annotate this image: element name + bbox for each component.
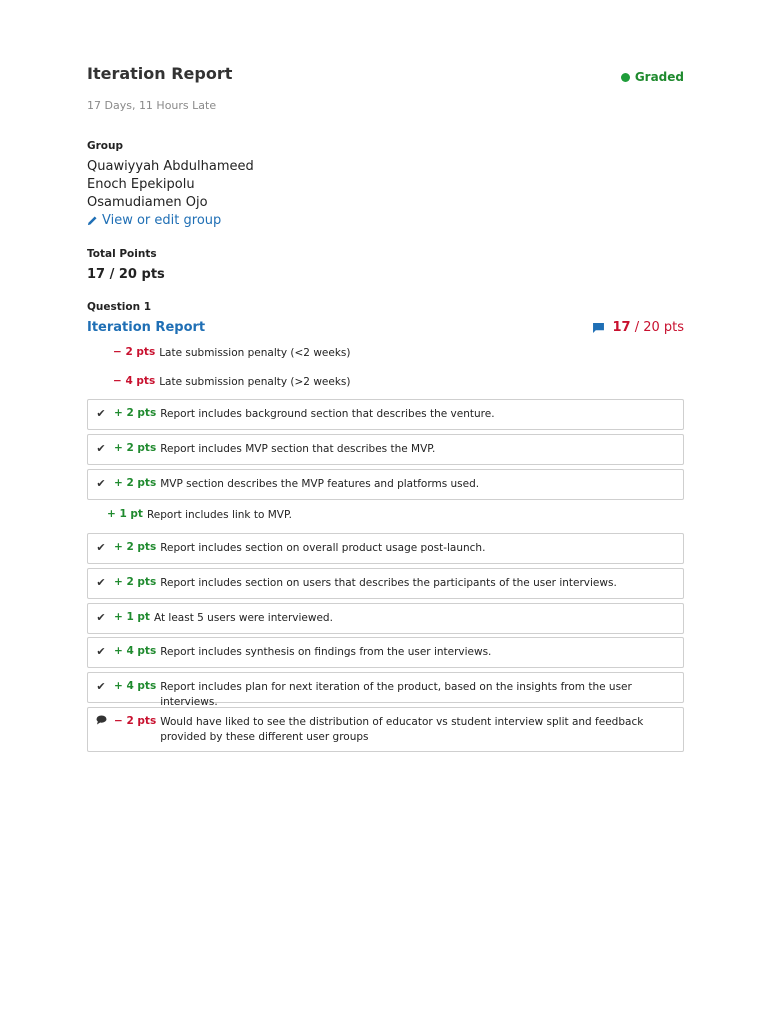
graded-status-label: Graded: [634, 70, 684, 84]
rubric-item-points: + 2 pts: [114, 477, 157, 489]
graded-status: [621, 70, 684, 84]
group-member: Osamudiamen Ojo: [87, 195, 208, 210]
late-indicator: 17 Days, 11 Hours Late: [87, 99, 217, 112]
rubric-item-text: Report includes plan for next iteration of the product, based on the insights from the user interviews.: [160, 681, 632, 708]
rubric-item[interactable]: [87, 568, 684, 599]
question-score: [593, 320, 684, 335]
group-member: Quawiyyah Abdulhameed: [87, 159, 254, 174]
view-edit-group-label: View or edit group: [102, 213, 222, 228]
comment-flag-icon[interactable]: [593, 323, 604, 333]
rubric-item[interactable]: [87, 399, 684, 430]
check-icon: ✔: [96, 680, 106, 693]
rubric-item[interactable]: [87, 434, 684, 465]
rubric-item[interactable]: [87, 375, 684, 391]
check-icon: ✔: [96, 407, 106, 420]
check-icon: ✔: [96, 541, 106, 554]
rubric-item-points: + 4 pts: [114, 680, 157, 692]
group-label: Group: [87, 140, 124, 152]
question-score-total: / 20 pts: [634, 320, 684, 335]
rubric-item-points: − 4 pts: [113, 375, 156, 387]
rubric-item[interactable]: [87, 508, 684, 524]
rubric-item-points: + 2 pts: [114, 576, 157, 588]
rubric-item-text: MVP section describes the MVP features and platforms used.: [160, 478, 480, 490]
rubric-item-text: Report includes synthesis on findings from the user interviews.: [160, 646, 492, 658]
rubric-item-text: Late submission penalty (>2 weeks): [159, 376, 351, 388]
check-icon: ✔: [96, 611, 106, 624]
rubric-item-text: Would have liked to see the distribution of educator vs student interview split and feedback provided by these different user groups: [160, 716, 644, 743]
rubric-item[interactable]: [87, 533, 684, 564]
rubric-item-points: + 4 pts: [114, 645, 157, 657]
rubric-item[interactable]: [87, 469, 684, 500]
comment-icon: [88, 715, 114, 725]
rubric-item-text: Late submission penalty (<2 weeks): [159, 347, 351, 359]
rubric-item-text: Report includes section on overall product usage post-launch.: [160, 542, 486, 554]
assignment-title: Iteration Report: [87, 64, 233, 83]
rubric-item-text: Report includes link to MVP.: [146, 509, 293, 521]
graded-dot-icon: [621, 73, 630, 82]
rubric-item[interactable]: [87, 707, 684, 752]
rubric-item-points: + 2 pts: [114, 442, 157, 454]
view-edit-group-link[interactable]: [87, 213, 221, 228]
comment-icon-shape: [96, 715, 107, 725]
check-icon: ✔: [96, 442, 106, 455]
question-title-link[interactable]: Iteration Report: [87, 320, 206, 335]
total-points-label: Total Points: [87, 248, 157, 260]
rubric-item-points: + 2 pts: [114, 541, 157, 553]
rubric-item-text: Report includes MVP section that describes the MVP.: [160, 443, 436, 455]
total-points-value: 17 / 20 pts: [87, 267, 165, 282]
rubric-item[interactable]: [87, 672, 684, 708]
group-member: Enoch Epekipolu: [87, 177, 195, 192]
rubric-item-points: + 1 pt: [114, 611, 150, 623]
rubric-item-text: Report includes background section that describes the venture.: [160, 408, 495, 420]
check-icon: ✔: [96, 477, 106, 490]
rubric-item-points: − 2 pts: [113, 346, 156, 358]
check-icon: ✔: [96, 576, 106, 589]
question-label: Question 1: [87, 301, 152, 313]
rubric-item-points: + 2 pts: [114, 407, 157, 419]
rubric-item[interactable]: [87, 603, 684, 634]
question-score-earned: 17: [612, 320, 631, 335]
rubric-item-text: Report includes section on users that describes the participants of the user interviews.: [160, 577, 617, 589]
pencil-icon: [87, 215, 98, 226]
check-icon: ✔: [96, 645, 106, 658]
rubric-item[interactable]: [87, 346, 684, 362]
rubric-item-points: + 1 pt: [107, 508, 143, 520]
rubric-item[interactable]: [87, 637, 684, 668]
rubric-item-points: − 2 pts: [114, 715, 157, 727]
rubric-item-text: At least 5 users were interviewed.: [153, 612, 333, 624]
